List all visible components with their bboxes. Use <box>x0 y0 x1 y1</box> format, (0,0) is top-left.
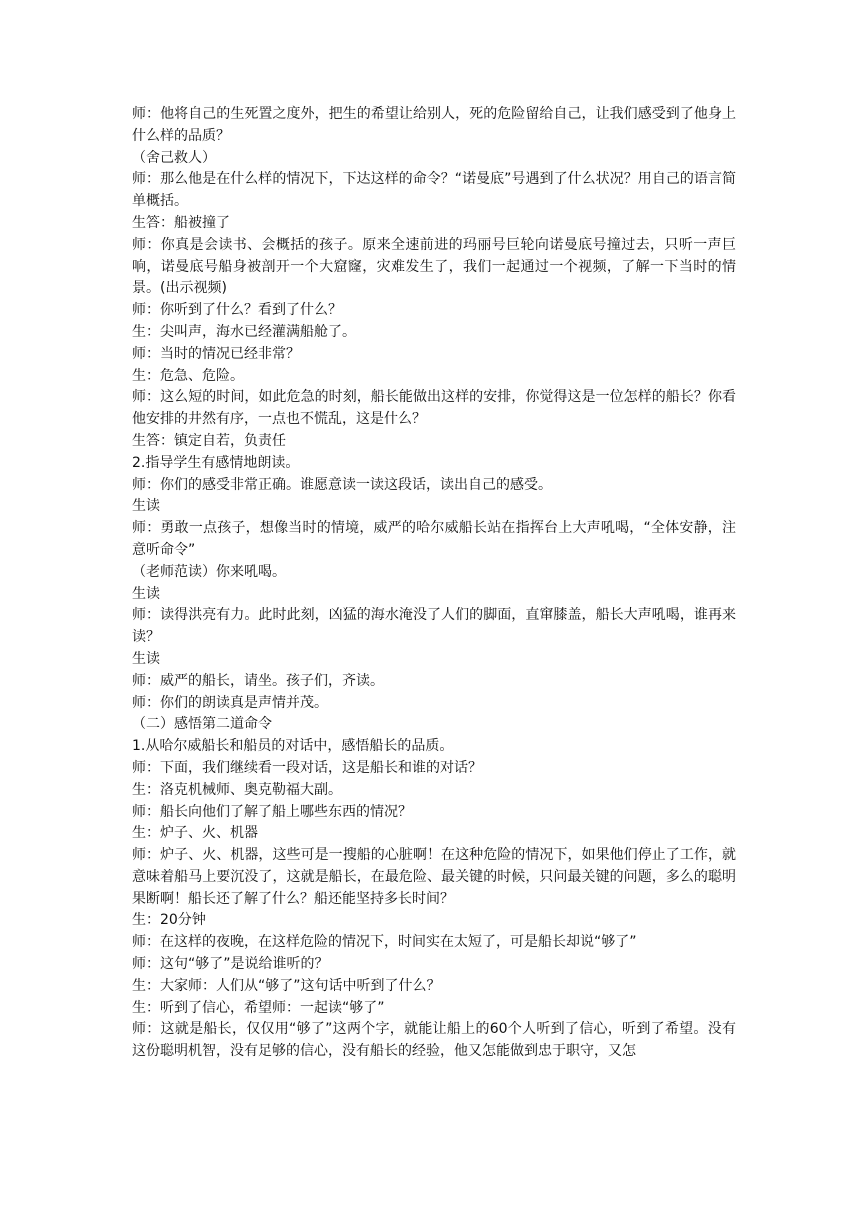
paragraph: 师：当时的情况已经非常？ <box>132 345 300 362</box>
paragraph: 师：炉子、火、机器，这些可是一搜船的心脏啊！在这种危险的情况下，如果他们停止了工作，就意味着船马上要沉没了，这就是船长，在最危险、最关键的时候，只问最关键的问题，多么的聪明果断啊！船长还了解了什么？船还能坚持多长时间？ <box>132 847 736 907</box>
paragraph: （老师范读）你来吼喝。 <box>132 563 286 580</box>
paragraph: 师：读得洪亮有力。此时此刻，凶猛的海水淹没了人们的脚面，直窜膝盖，船长大声吼喝，谁再来读？ <box>132 607 736 646</box>
paragraph: 生：20分钟 <box>132 912 206 929</box>
paragraph: 师：这就是船长，仅仅用“够了”这两个字，就能让船上的60个人听到了信心，听到了希望。没有这份聪明机智，没有足够的信心，没有船长的经验，他又怎能做到忠于职守，又怎 <box>132 1021 736 1060</box>
paragraph: 师：在这样的夜晚，在这样危险的情况下，时间实在太短了，可是船长却说“够了” <box>132 934 637 951</box>
paragraph: 生读 <box>132 585 160 602</box>
paragraph: 师：他将自己的生死置之度外，把生的希望让给别人，死的危险留给自己，让我们感受到了他身上什么样的品质？ <box>132 106 736 144</box>
paragraph: （舍己救人） <box>132 149 216 166</box>
paragraph: 师：你真是会读书、会概括的孩子。原来全速前进的玛丽号巨轮向诺曼底号撞过去，只听一声巨响，诺曼底号船身被剖开一个大窟窿，灾难发生了，我们一起通过一个视频，了解一下当时的情景。(出示视频) <box>132 236 736 297</box>
paragraph: 生：尖叫声，海水已经灌满船舱了。 <box>132 323 356 340</box>
paragraph: 2.指导学生有感情地朗读。 <box>132 454 300 471</box>
paragraph: 师：你们的感受非常正确。谁愿意读一读这段话，读出自己的感受。 <box>132 476 552 493</box>
paragraph: 师：你听到了什么？看到了什么？ <box>132 302 342 319</box>
paragraph: 生：洛克机械师、奥克勒福大副。 <box>132 781 342 798</box>
paragraph: 生：大家师：人们从“够了”这句话中听到了什么？ <box>132 977 441 994</box>
document-body <box>132 104 736 1063</box>
paragraph: 师：船长向他们了解了船上哪些东西的情况？ <box>132 803 412 820</box>
paragraph: 师：那么他是在什么样的情况下，下达这样的命令？“诺曼底”号遇到了什么状况？用自己的语言简单概括。 <box>132 171 736 210</box>
paragraph: 师：勇敢一点孩子，想像当时的情境，威严的哈尔威船长站在指挥台上大声吼喝，“全体安静，注意听命令” <box>132 520 736 558</box>
paragraph: 生：炉子、火、机器 <box>132 825 258 842</box>
paragraph: 1.从哈尔威船长和船员的对话中，感悟船长的品质。 <box>132 738 454 755</box>
paragraph: 师：这么短的时间，如此危急的时刻，船长能做出这样的安排，你觉得这是一位怎样的船长？你看他安排的井然有序，一点也不慌乱，这是什么？ <box>132 389 736 428</box>
paragraph: 生读 <box>132 498 160 515</box>
paragraph: 师：威严的船长，请坐。孩子们，齐读。 <box>132 672 384 689</box>
paragraph: 生读 <box>132 650 160 667</box>
paragraph: 生答：船被撞了 <box>132 214 230 231</box>
paragraph: 师：这句“够了”是说给谁听的？ <box>132 956 329 973</box>
paragraph: 生答：镇定自若，负责任 <box>132 432 286 449</box>
paragraph: 师：你们的朗读真是声情并茂。 <box>132 694 328 711</box>
section-heading: （二）感悟第二道命令 <box>132 716 272 733</box>
paragraph: 生：听到了信心，希望师：一起读“够了” <box>132 999 385 1016</box>
paragraph: 生：危急、危险。 <box>132 367 244 384</box>
paragraph: 师：下面，我们继续看一段对话，这是船长和谁的对话？ <box>132 759 482 776</box>
